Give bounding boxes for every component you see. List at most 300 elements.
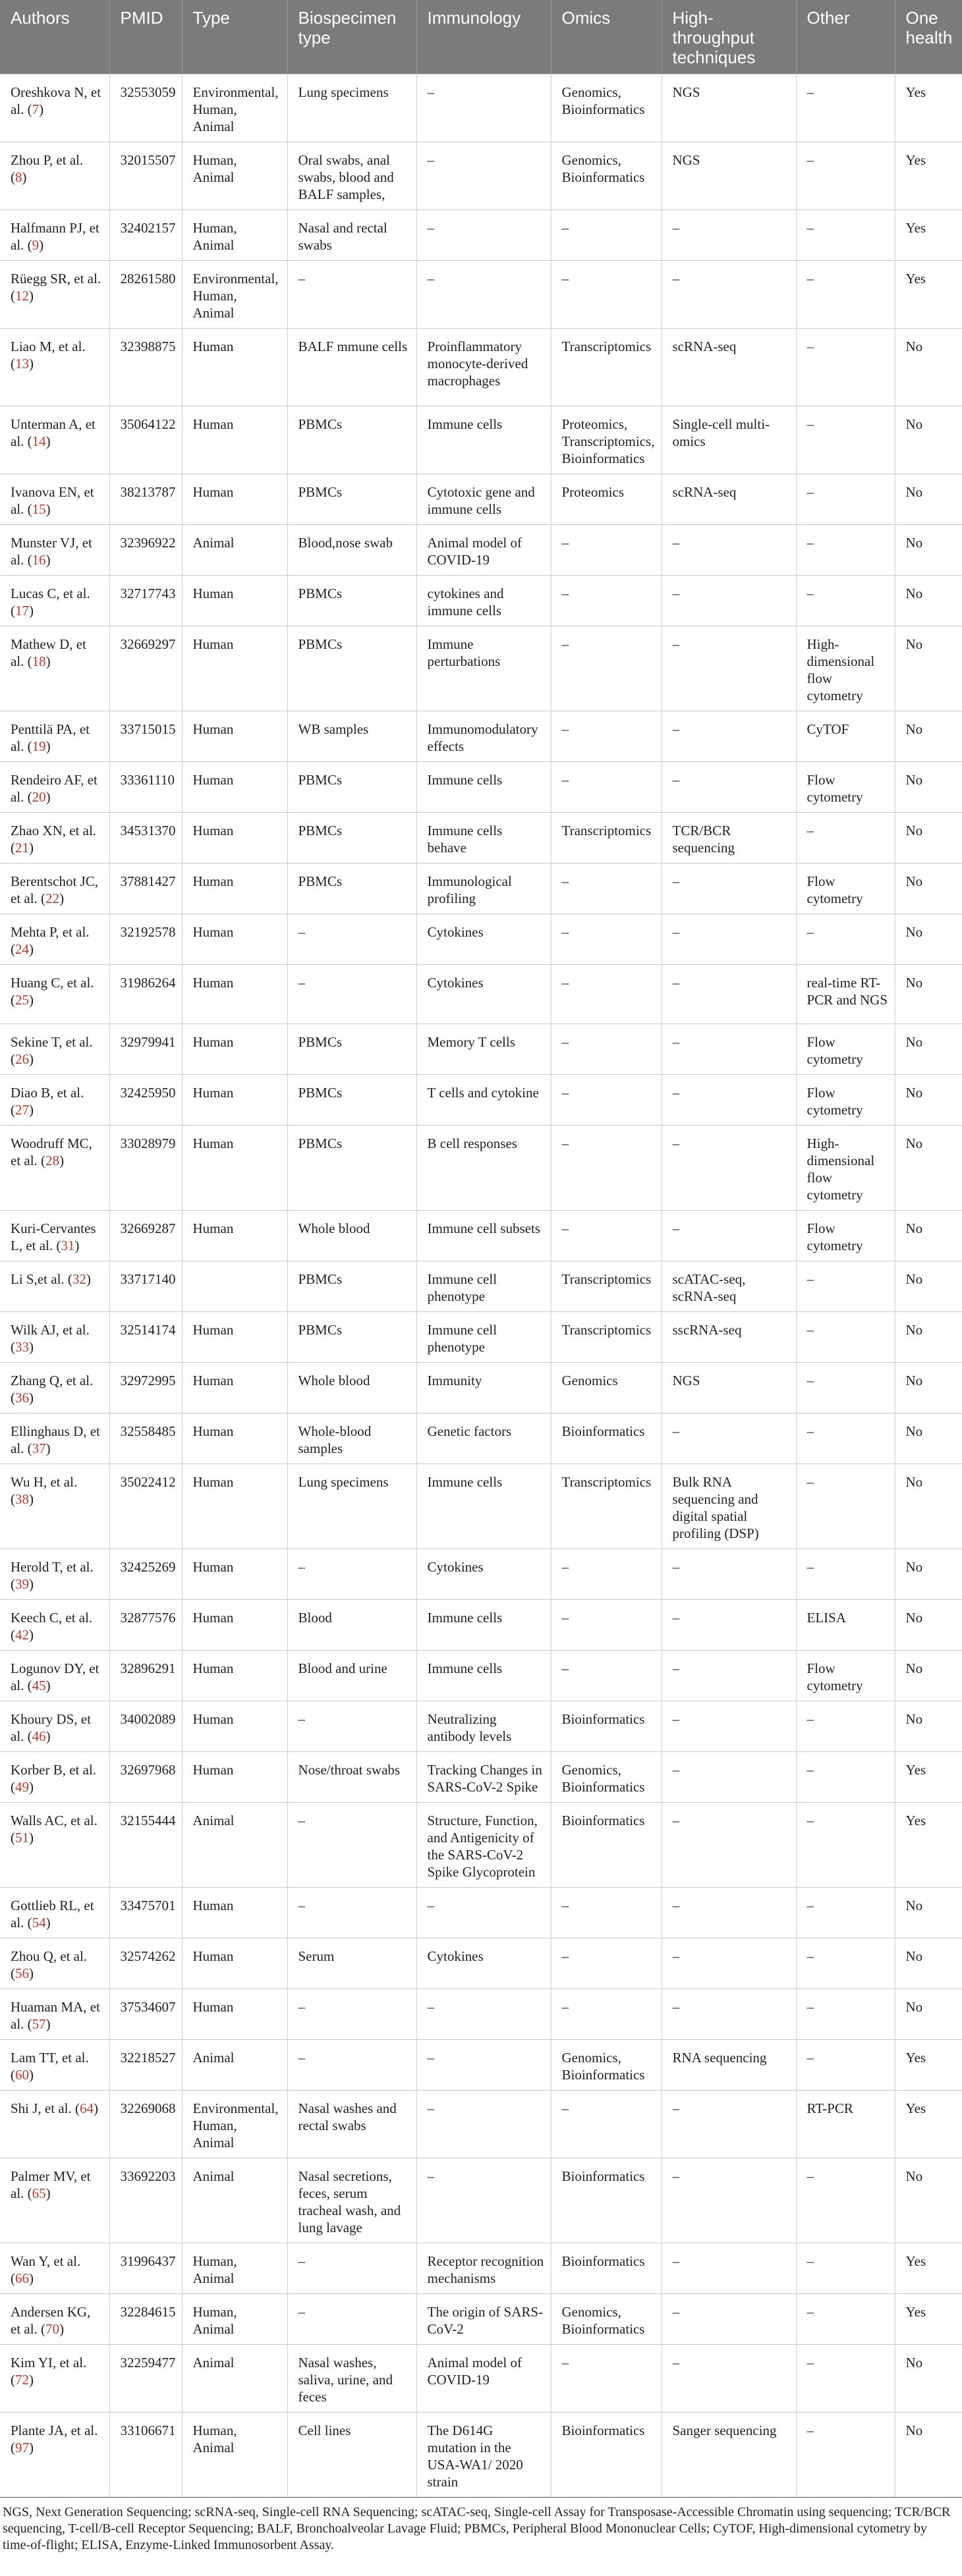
cell-high-throughput: Sanger sequencing — [662, 2413, 796, 2498]
cell-author — [0, 1549, 109, 1600]
table-body — [0, 74, 962, 2498]
cell-one-health: Yes — [895, 74, 962, 142]
cell-pmid: 32218527 — [109, 2040, 182, 2091]
cell-biospecimen: Blood,nose swab — [287, 525, 416, 576]
cell-one-health: Yes — [895, 2294, 962, 2345]
cell-other: – — [796, 142, 895, 210]
table-row — [0, 863, 962, 914]
cell-biospecimen: – — [287, 1888, 416, 1938]
author-paren: ) — [29, 1576, 34, 1592]
cell-type: Human, Animal — [182, 142, 287, 210]
cell-omics: – — [551, 2345, 662, 2413]
cell-type: Human — [182, 576, 287, 626]
cell-author — [0, 576, 109, 626]
cell-pmid: 33715015 — [109, 711, 182, 762]
reference-link[interactable]: 25 — [15, 992, 29, 1008]
cell-pmid: 33475701 — [109, 1888, 182, 1938]
table-row — [0, 1126, 962, 1211]
table-row — [0, 1075, 962, 1126]
author-paren: ) — [29, 356, 34, 371]
cell-omics: Genomics, Bioinformatics — [551, 2040, 662, 2091]
cell-type: Human — [182, 1363, 287, 1413]
cell-omics: – — [551, 626, 662, 711]
cell-biospecimen: Lung specimens — [287, 1464, 416, 1549]
cell-other: – — [796, 1888, 895, 1938]
reference-link[interactable]: 17 — [15, 603, 29, 618]
cell-immunology: Animal model of COVID-19 — [416, 525, 551, 576]
reference-link[interactable]: 22 — [45, 891, 60, 906]
cell-one-health: No — [895, 1888, 962, 1938]
reference-link[interactable]: 60 — [15, 2067, 29, 2083]
cell-type: Human — [182, 1752, 287, 1803]
cell-one-health: No — [895, 1413, 962, 1464]
table-row — [0, 1938, 962, 1989]
author-text: Woodruff MC, et al. ( — [11, 1136, 92, 1168]
cell-pmid: 32574262 — [109, 1938, 182, 1989]
table-row — [0, 1024, 962, 1075]
cell-one-health: No — [895, 1600, 962, 1651]
author-paren: ) — [29, 1102, 34, 1118]
table-row — [0, 2345, 962, 2413]
author-paren: ) — [45, 2185, 51, 2201]
cell-omics: Genomics, Bioinformatics — [551, 2294, 662, 2345]
cell-author — [0, 2243, 109, 2294]
table-row — [0, 1651, 962, 1701]
author-text: Zhang Q, et al. ( — [11, 1373, 94, 1406]
cell-high-throughput: – — [662, 2294, 796, 2345]
table-row — [0, 406, 962, 474]
table-row — [0, 261, 962, 329]
cell-other: – — [796, 2158, 895, 2243]
cell-omics: – — [551, 1126, 662, 1211]
cell-high-throughput: NGS — [662, 74, 796, 142]
cell-one-health: No — [895, 2158, 962, 2243]
reference-link[interactable]: 46 — [32, 1728, 46, 1744]
author-paren: ) — [45, 433, 51, 449]
cell-type: Environmental, Human, Animal — [182, 261, 287, 329]
cell-pmid: 31986264 — [109, 965, 182, 1024]
author-paren: ) — [45, 1678, 51, 1693]
author-text: Lucas C, et al. ( — [11, 586, 90, 618]
cell-author — [0, 813, 109, 863]
author-text: Huang C, et al. ( — [11, 975, 94, 1008]
cell-type: Human — [182, 1549, 287, 1600]
table-row — [0, 762, 962, 813]
table-row — [0, 965, 962, 1024]
reference-link[interactable]: 66 — [15, 2270, 29, 2286]
cell-other: – — [796, 1989, 895, 2040]
author-paren: ) — [59, 891, 65, 906]
reference-link[interactable]: 54 — [32, 1915, 46, 1931]
cell-immunology: – — [416, 142, 551, 210]
author-text: Oreshkova N, et al. ( — [11, 84, 101, 117]
cell-type: Human — [182, 1024, 287, 1075]
cell-other: – — [796, 914, 895, 965]
cell-author — [0, 626, 109, 711]
cell-type: Human — [182, 1075, 287, 1126]
cell-type: Human — [182, 1938, 287, 1989]
cell-other: – — [796, 406, 895, 474]
cell-biospecimen: Oral swabs, anal swabs, blood and BALF samples, — [287, 142, 416, 210]
cell-pmid: 31996437 — [109, 2243, 182, 2294]
cell-author — [0, 863, 109, 914]
cell-author — [0, 914, 109, 965]
cell-one-health: No — [895, 711, 962, 762]
cell-high-throughput: RNA sequencing — [662, 2040, 796, 2091]
cell-pmid: 33361110 — [109, 762, 182, 813]
author-paren: ) — [29, 2067, 34, 2083]
reference-link[interactable]: 20 — [32, 789, 46, 805]
cell-other: – — [796, 813, 895, 863]
author-paren: ) — [29, 603, 34, 618]
author-paren: ) — [74, 1238, 80, 1253]
cell-author — [0, 1888, 109, 1938]
author-text: Palmer MV, et al. ( — [11, 2168, 91, 2201]
cell-type: Human — [182, 1600, 287, 1651]
cell-one-health: No — [895, 1024, 962, 1075]
cell-author — [0, 1803, 109, 1888]
cell-pmid: 38213787 — [109, 474, 182, 525]
cell-high-throughput: – — [662, 1938, 796, 1989]
cell-immunology: Immune cells behave — [416, 813, 551, 863]
cell-author — [0, 2091, 109, 2158]
cell-one-health: No — [895, 1363, 962, 1413]
cell-immunology: Immune cell phenotype — [416, 1261, 551, 1312]
reference-link[interactable]: 45 — [32, 1678, 46, 1693]
cell-other: – — [796, 2243, 895, 2294]
author-text: Li S,et al. ( — [11, 1271, 72, 1287]
cell-one-health: No — [895, 1989, 962, 2040]
cell-author — [0, 711, 109, 762]
cell-high-throughput: – — [662, 626, 796, 711]
col-header-one-health: One health — [895, 0, 962, 74]
cell-immunology: B cell responses — [416, 1126, 551, 1211]
author-paren: ) — [29, 1627, 34, 1643]
table-row — [0, 2294, 962, 2345]
cell-one-health: No — [895, 329, 962, 406]
author-paren: ) — [29, 1339, 34, 1355]
reference-link[interactable]: 14 — [32, 433, 46, 449]
reference-link[interactable]: 7 — [32, 101, 40, 117]
cell-omics: – — [551, 965, 662, 1024]
cell-high-throughput: – — [662, 576, 796, 626]
cell-type: Human — [182, 1701, 287, 1752]
author-text: Mathew D, et al. ( — [11, 636, 86, 669]
cell-omics: – — [551, 711, 662, 762]
cell-other: – — [796, 2345, 895, 2413]
table-row — [0, 2243, 962, 2294]
reference-link[interactable]: 12 — [15, 288, 29, 304]
col-header-other: Other — [796, 0, 895, 74]
cell-one-health: No — [895, 1938, 962, 1989]
reference-link[interactable]: 28 — [45, 1153, 60, 1168]
author-text: Rüegg SR, et al. ( — [11, 271, 101, 304]
reference-link[interactable]: 16 — [32, 552, 46, 568]
cell-high-throughput: scATAC-seq, scRNA-seq — [662, 1261, 796, 1312]
cell-type: Human — [182, 914, 287, 965]
cell-type: Animal — [182, 2040, 287, 2091]
reference-link[interactable]: 65 — [32, 2185, 46, 2201]
cell-pmid: 33692203 — [109, 2158, 182, 2243]
table-row — [0, 329, 962, 406]
cell-immunology: Tracking Changes in SARS-CoV-2 Spike — [416, 1752, 551, 1803]
cell-type: Human — [182, 813, 287, 863]
author-paren: ) — [45, 653, 51, 669]
cell-high-throughput: – — [662, 1888, 796, 1938]
cell-pmid: 28261580 — [109, 261, 182, 329]
cell-type: Animal — [182, 2158, 287, 2243]
cell-author — [0, 406, 109, 474]
cell-omics: – — [551, 1211, 662, 1261]
cell-omics: – — [551, 1549, 662, 1600]
cell-one-health: Yes — [895, 261, 962, 329]
cell-one-health: No — [895, 525, 962, 576]
cell-biospecimen: – — [287, 2040, 416, 2091]
cell-pmid: 34002089 — [109, 1701, 182, 1752]
cell-immunology: The origin of SARS-CoV-2 — [416, 2294, 551, 2345]
table-row — [0, 2091, 962, 2158]
cell-biospecimen: WB samples — [287, 711, 416, 762]
cell-omics: – — [551, 1989, 662, 2040]
reference-link[interactable]: 39 — [15, 1576, 29, 1592]
reference-link[interactable]: 57 — [32, 2016, 46, 2032]
cell-immunology: Immune perturbations — [416, 626, 551, 711]
cell-biospecimen: PBMCs — [287, 1312, 416, 1363]
author-text: Rendeiro AF, et al. ( — [11, 772, 98, 805]
cell-high-throughput: NGS — [662, 1363, 796, 1413]
cell-other: – — [796, 1938, 895, 1989]
author-text: Logunov DY, et al. ( — [11, 1660, 99, 1693]
table-row — [0, 914, 962, 965]
author-paren: ) — [29, 2270, 34, 2286]
cell-author — [0, 965, 109, 1024]
cell-one-health: No — [895, 965, 962, 1024]
cell-type: Human — [182, 329, 287, 406]
author-paren: ) — [29, 941, 34, 957]
reference-link[interactable]: 97 — [15, 2440, 29, 2455]
cell-omics: Bioinformatics — [551, 1413, 662, 1464]
reference-link[interactable]: 32 — [72, 1271, 86, 1287]
cell-omics: – — [551, 2091, 662, 2158]
reference-link[interactable]: 56 — [15, 1965, 29, 1981]
cell-high-throughput: scRNA-seq — [662, 474, 796, 525]
table-row — [0, 1752, 962, 1803]
author-paren: ) — [22, 169, 27, 185]
cell-one-health: No — [895, 1261, 962, 1312]
reference-link[interactable]: 8 — [15, 169, 22, 185]
cell-high-throughput: – — [662, 1211, 796, 1261]
header-row — [0, 0, 962, 74]
author-text: Plante JA, et al. ( — [11, 2423, 98, 2455]
cell-one-health: No — [895, 1211, 962, 1261]
cell-author — [0, 1024, 109, 1075]
cell-type: Animal — [182, 525, 287, 576]
author-text: Ivanova EN, et al. ( — [11, 484, 94, 517]
reference-link[interactable]: 15 — [32, 501, 46, 517]
reference-link[interactable]: 21 — [15, 840, 29, 856]
cell-high-throughput: – — [662, 2345, 796, 2413]
cell-high-throughput: – — [662, 914, 796, 965]
cell-high-throughput: – — [662, 762, 796, 813]
author-text: Walls AC, et al. ( — [11, 1813, 98, 1846]
cell-immunology: – — [416, 1888, 551, 1938]
cell-biospecimen: PBMCs — [287, 1075, 416, 1126]
reference-link[interactable]: 36 — [15, 1390, 29, 1406]
author-paren: ) — [29, 1779, 34, 1795]
reference-link[interactable]: 72 — [15, 2372, 29, 2388]
cell-biospecimen: PBMCs — [287, 576, 416, 626]
cell-type: Human — [182, 762, 287, 813]
table-row — [0, 711, 962, 762]
cell-type: Environmental, Human, Animal — [182, 74, 287, 142]
cell-omics: Transcriptomics — [551, 813, 662, 863]
cell-high-throughput: – — [662, 711, 796, 762]
cell-omics: – — [551, 261, 662, 329]
table-row — [0, 2413, 962, 2498]
cell-author — [0, 2158, 109, 2243]
cell-immunology: Immunological profiling — [416, 863, 551, 914]
author-text: Liao M, et al. ( — [11, 339, 86, 371]
col-header-high-throughput: High-throughput techniques — [662, 0, 796, 74]
cell-type: Human, Animal — [182, 210, 287, 261]
cell-other: – — [796, 1261, 895, 1312]
reference-link[interactable]: 38 — [15, 1491, 29, 1507]
cell-biospecimen: – — [287, 914, 416, 965]
reference-link[interactable]: 9 — [32, 237, 40, 253]
cell-type: Human — [182, 1126, 287, 1211]
reference-link[interactable]: 64 — [80, 2100, 94, 2116]
cell-immunology: – — [416, 2158, 551, 2243]
reference-link[interactable]: 33 — [15, 1339, 29, 1355]
cell-omics: – — [551, 525, 662, 576]
cell-other: – — [796, 329, 895, 406]
cell-one-health: Yes — [895, 142, 962, 210]
cell-biospecimen: – — [287, 1701, 416, 1752]
cell-omics: – — [551, 1888, 662, 1938]
author-text: Wan Y, et al. ( — [11, 2253, 81, 2286]
cell-one-health: Yes — [895, 2091, 962, 2158]
cell-immunology: – — [416, 210, 551, 261]
cell-type: Human — [182, 1312, 287, 1363]
author-paren: ) — [45, 1915, 51, 1931]
table-row — [0, 1413, 962, 1464]
cell-biospecimen: Blood and urine — [287, 1651, 416, 1701]
cell-immunology: Immune cells — [416, 1651, 551, 1701]
cell-high-throughput: TCR/BCR sequencing — [662, 813, 796, 863]
table-row — [0, 1600, 962, 1651]
reference-link[interactable]: 27 — [15, 1102, 29, 1118]
cell-type: Human — [182, 1651, 287, 1701]
cell-one-health: No — [895, 626, 962, 711]
cell-omics: Genomics, Bioinformatics — [551, 1752, 662, 1803]
reference-link[interactable]: 70 — [45, 2321, 60, 2337]
reference-link[interactable]: 13 — [15, 356, 29, 371]
cell-biospecimen: – — [287, 965, 416, 1024]
cell-high-throughput: – — [662, 261, 796, 329]
cell-other: High-dimensional flow cytometry — [796, 1126, 895, 1211]
cell-other: – — [796, 2294, 895, 2345]
cell-type: Human — [182, 711, 287, 762]
table-row — [0, 1211, 962, 1261]
cell-high-throughput: – — [662, 1126, 796, 1211]
cell-omics: Proteomics — [551, 474, 662, 525]
cell-omics: Bioinformatics — [551, 1803, 662, 1888]
cell-omics: Genomics, Bioinformatics — [551, 142, 662, 210]
cell-type: Environmental, Human, Animal — [182, 2091, 287, 2158]
table-row — [0, 1464, 962, 1549]
cell-pmid: 35064122 — [109, 406, 182, 474]
cell-other: – — [796, 1363, 895, 1413]
cell-pmid: 32192578 — [109, 914, 182, 965]
cell-high-throughput: – — [662, 1989, 796, 2040]
cell-immunology: Proinflammatory monocyte-derived macrophages — [416, 329, 551, 406]
cell-omics: – — [551, 1075, 662, 1126]
cell-high-throughput: scRNA-seq — [662, 329, 796, 406]
cell-pmid: 32425950 — [109, 1075, 182, 1126]
author-paren: ) — [45, 552, 51, 568]
cell-omics: Genomics — [551, 1363, 662, 1413]
cell-omics: Bioinformatics — [551, 1701, 662, 1752]
cell-other: High-dimensional flow cytometry — [796, 626, 895, 711]
cell-biospecimen: Whole-blood samples — [287, 1413, 416, 1464]
author-text: Wilk AJ, et al. ( — [11, 1322, 90, 1355]
reference-link[interactable]: 49 — [15, 1779, 29, 1795]
reference-link[interactable]: 24 — [15, 941, 29, 957]
author-text: Unterman A, et al. ( — [11, 416, 96, 449]
cell-one-health: Yes — [895, 1752, 962, 1803]
reference-link[interactable]: 31 — [61, 1238, 75, 1253]
cell-other: Flow cytometry — [796, 1651, 895, 1701]
cell-other: Flow cytometry — [796, 1211, 895, 1261]
cell-high-throughput: Bulk RNA sequencing and digital spatial profiling (DSP) — [662, 1464, 796, 1549]
author-paren: ) — [45, 789, 51, 805]
cell-biospecimen: Whole blood — [287, 1363, 416, 1413]
cell-biospecimen: – — [287, 261, 416, 329]
cell-other: – — [796, 1701, 895, 1752]
reference-link[interactable]: 51 — [15, 1830, 29, 1846]
cell-pmid: 32015507 — [109, 142, 182, 210]
author-paren: ) — [29, 288, 34, 304]
cell-pmid: 32155444 — [109, 1803, 182, 1888]
author-text: Keech C, et al. ( — [11, 1610, 93, 1643]
cell-author — [0, 2345, 109, 2413]
author-text: Andersen KG, et al. ( — [11, 2304, 91, 2337]
cell-biospecimen: PBMCs — [287, 474, 416, 525]
reference-link[interactable]: 19 — [32, 738, 46, 754]
reference-link[interactable]: 42 — [15, 1627, 29, 1643]
cell-one-health: No — [895, 863, 962, 914]
cell-omics: Transcriptomics — [551, 329, 662, 406]
cell-type: Human — [182, 474, 287, 525]
cell-omics: Genomics, Bioinformatics — [551, 74, 662, 142]
table-row — [0, 1888, 962, 1938]
cell-immunology: Immune cells — [416, 1464, 551, 1549]
cell-other: – — [796, 1752, 895, 1803]
col-header-omics: Omics — [551, 0, 662, 74]
reference-link[interactable]: 26 — [15, 1051, 29, 1067]
table-row — [0, 525, 962, 576]
cell-omics: – — [551, 1651, 662, 1701]
cell-author — [0, 210, 109, 261]
author-paren: ) — [29, 1390, 34, 1406]
cell-immunology: Immune cells — [416, 762, 551, 813]
reference-link[interactable]: 37 — [32, 1440, 46, 1456]
cell-type: Human, Animal — [182, 2413, 287, 2498]
cell-author — [0, 1363, 109, 1413]
reference-link[interactable]: 18 — [32, 653, 46, 669]
cell-author — [0, 1938, 109, 1989]
cell-one-health: No — [895, 1075, 962, 1126]
